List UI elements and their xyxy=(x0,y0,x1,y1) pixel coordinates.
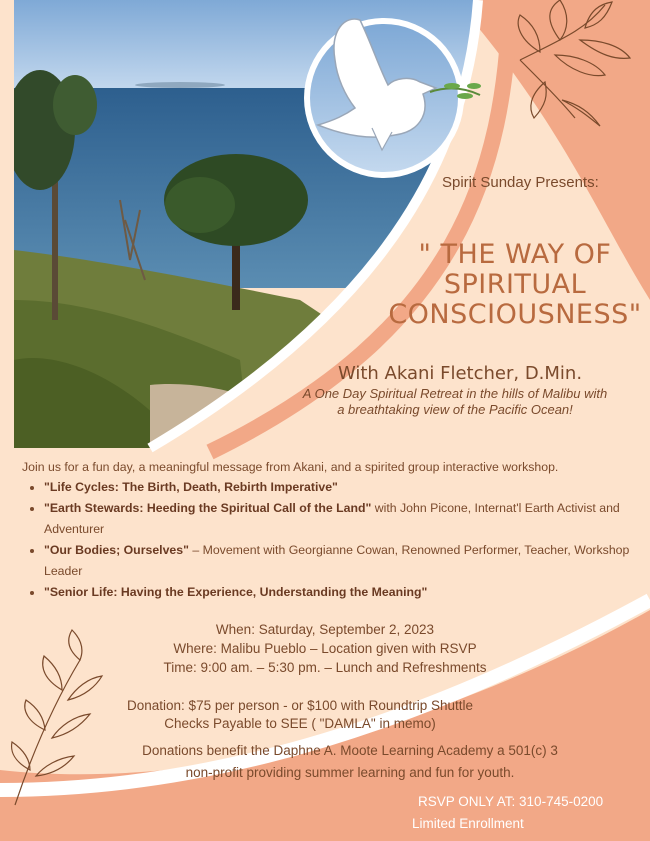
donation-price: Donation: $75 per person - or $100 with Roundtrip Shuttle xyxy=(127,698,473,713)
event-time: Time: 9:00 am. – 5:30 pm. – Lunch and Refreshments xyxy=(163,660,487,675)
event-title xyxy=(380,240,650,330)
title-line: SPIRITUAL xyxy=(443,269,587,300)
event-location: Where: Malibu Pueblo – Location given with RSVP xyxy=(173,641,477,656)
session-item xyxy=(44,477,650,498)
sessions-list xyxy=(26,477,650,603)
session-item xyxy=(44,498,650,540)
session-item xyxy=(44,540,650,582)
title-line: " THE WAY OF xyxy=(418,239,612,270)
rsvp-contact: RSVP ONLY AT: 310-745-0200 xyxy=(418,794,604,809)
intro-header: Spirit Sunday Presents: xyxy=(442,174,599,191)
donation-checks: Checks Payable to SEE ( "DAMLA" in memo) xyxy=(164,716,436,731)
event-tagline xyxy=(270,386,640,418)
session-title: "Life Cycles: The Birth, Death, Rebirth Imperative" xyxy=(44,480,338,494)
event-details xyxy=(0,620,650,677)
tagline-line: A One Day Spiritual Retreat in the hills of Malibu with xyxy=(302,386,608,401)
benefit-info xyxy=(0,740,650,784)
session-title: "Senior Life: Having the Experience, Understanding the Meaning" xyxy=(44,585,428,599)
session-item xyxy=(44,582,650,603)
title-line: CONSCIOUSNESS" xyxy=(388,299,642,330)
session-detail: – Movement with Georgianne Cowan, Renowned Performer, Teacher, Workshop Leader xyxy=(44,543,630,578)
donation-info xyxy=(0,697,600,733)
session-title: "Our Bodies; Ourselves" xyxy=(44,543,189,557)
intro-text: Join us for a fun day, a meaningful message from Akani, and a spirited group interactive workshop. xyxy=(22,460,559,474)
event-date: When: Saturday, September 2, 2023 xyxy=(215,622,435,637)
session-detail: with John Picone, Internat'l Earth Activist and Adventurer xyxy=(44,501,620,536)
benefit-line: Donations benefit the Daphne A. Moote Learning Academy a 501(c) 3 xyxy=(142,743,558,758)
tagline-line: a breathtaking view of the Pacific Ocean! xyxy=(337,402,573,417)
enrollment-note: Limited Enrollment xyxy=(412,816,524,831)
benefit-line: non-profit providing summer learning and fun for youth. xyxy=(185,765,515,780)
session-title: "Earth Stewards: Heeding the Spiritual Call of the Land" xyxy=(44,501,372,515)
presenter-name: With Akani Fletcher, D.Min. xyxy=(337,363,583,384)
